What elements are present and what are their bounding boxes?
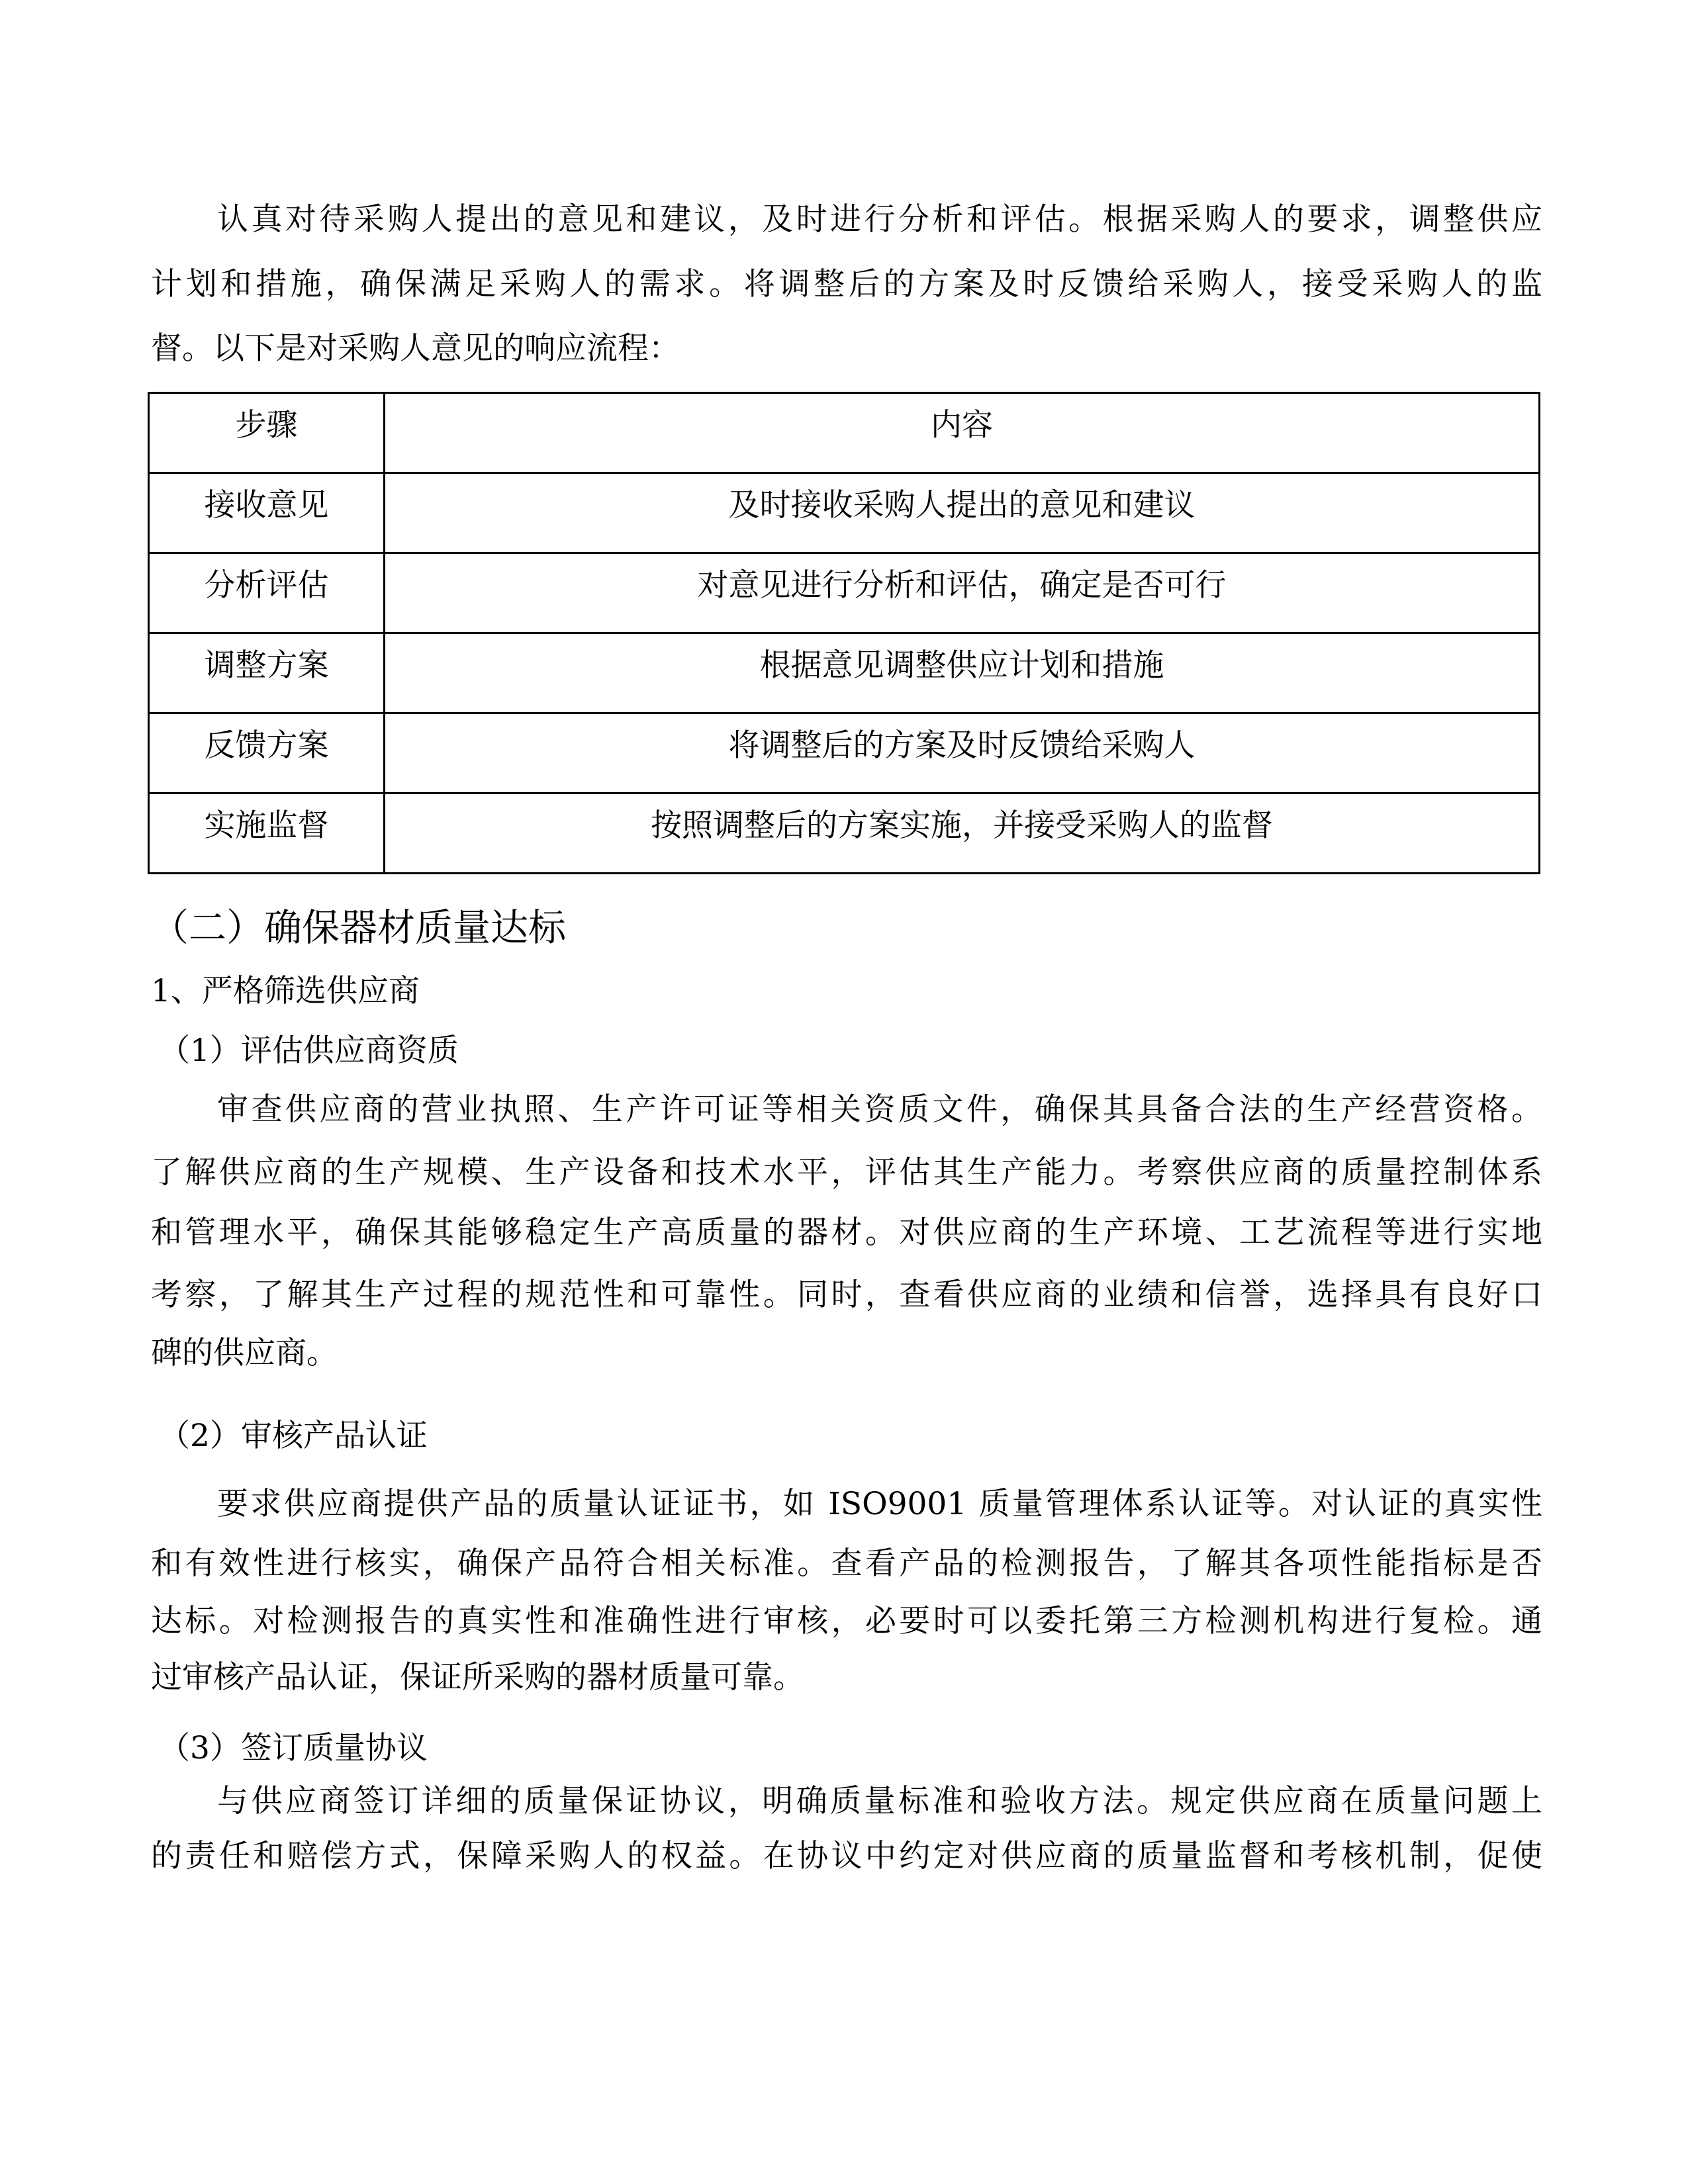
step-label: 接收意见 (204, 487, 329, 523)
intro-paragraph-line: 督。以下是对采购人意见的响应流程： (151, 330, 680, 367)
item-paragraph-line: 和有效性进行核实，确保产品符合相关标准。查看产品的检测报告，了解其各项性能指标是否 (151, 1545, 1542, 1582)
intro-paragraph-line: 认真对待采购人提出的意见和建议，及时进行分析和评估。根据采购人的要求，调整供应 (217, 201, 1542, 238)
item-paragraph-line: 考察，了解其生产过程的规范性和可靠性。同时，查看供应商的业绩和信誉，选择具有良好口 (151, 1277, 1542, 1313)
step-label: 分析评估 (204, 567, 329, 604)
table-header-step (149, 393, 385, 473)
table-row (149, 794, 1540, 874)
item-paragraph-line: 过审核产品认证，保证所采购的器材质量可靠。 (151, 1659, 804, 1696)
item-title: （1）评估供应商资质 (159, 1032, 459, 1069)
header-label: 步骤 (235, 407, 298, 443)
table-row (149, 713, 1540, 794)
table-row (149, 473, 1540, 553)
item-paragraph-line: 碑的供应商。 (151, 1335, 338, 1371)
response-flow-table (148, 392, 1540, 874)
content-cell (385, 794, 1540, 874)
content-cell (385, 553, 1540, 633)
section-heading: （二）确保器材质量达标 (151, 906, 566, 950)
step-cell (149, 713, 385, 794)
table-row (149, 633, 1540, 713)
content-cell (385, 633, 1540, 713)
content-label: 按照调整后的方案实施，并接受采购人的监督 (651, 807, 1273, 844)
step-cell (149, 794, 385, 874)
step-cell (149, 473, 385, 553)
item-title: （2）审核产品认证 (159, 1418, 428, 1454)
item-paragraph-line: 和管理水平，确保其能够稳定生产高质量的器材。对供应商的生产环境、工艺流程等进行实地 (151, 1214, 1542, 1251)
table-row (149, 553, 1540, 633)
item-title: （3）签订质量协议 (159, 1730, 428, 1766)
subsection-heading: 1、严格筛选供应商 (151, 973, 420, 1009)
item-paragraph-line: 审查供应商的营业执照、生产许可证等相关资质文件，确保其具备合法的生产经营资格。 (217, 1091, 1542, 1128)
content-label: 将调整后的方案及时反馈给采购人 (728, 727, 1196, 764)
step-label: 实施监督 (204, 807, 329, 844)
item-paragraph-line: 的责任和赔偿方式，保障采购人的权益。在协议中约定对供应商的质量监督和考核机制，促使 (151, 1838, 1542, 1874)
header-label: 内容 (931, 407, 993, 443)
content-label: 根据意见调整供应计划和措施 (759, 647, 1164, 684)
item-paragraph-line: 要求供应商提供产品的质量认证证书，如 ISO9001 质量管理体系认证等。对认证的真实性 (217, 1486, 1542, 1522)
step-cell (149, 553, 385, 633)
content-label: 及时接收采购人提出的意见和建议 (728, 487, 1196, 523)
step-cell (149, 633, 385, 713)
step-label: 调整方案 (204, 647, 329, 684)
item-paragraph-line: 达标。对检测报告的真实性和准确性进行审核，必要时可以委托第三方检测机构进行复检。通 (151, 1603, 1542, 1639)
content-cell (385, 473, 1540, 553)
content-label: 对意见进行分析和评估，确定是否可行 (697, 567, 1227, 604)
table-header-content (385, 393, 1540, 473)
content-cell (385, 713, 1540, 794)
intro-paragraph-line: 计划和措施，确保满足采购人的需求。将调整后的方案及时反馈给采购人，接受采购人的监 (151, 266, 1542, 302)
step-label: 反馈方案 (204, 727, 329, 764)
item-paragraph-line: 与供应商签订详细的质量保证协议，明确质量标准和验收方法。规定供应商在质量问题上 (217, 1783, 1542, 1819)
table-header-row (149, 393, 1540, 473)
item-paragraph-line: 了解供应商的生产规模、生产设备和技术水平，评估其生产能力。考察供应商的质量控制体系 (151, 1154, 1542, 1191)
